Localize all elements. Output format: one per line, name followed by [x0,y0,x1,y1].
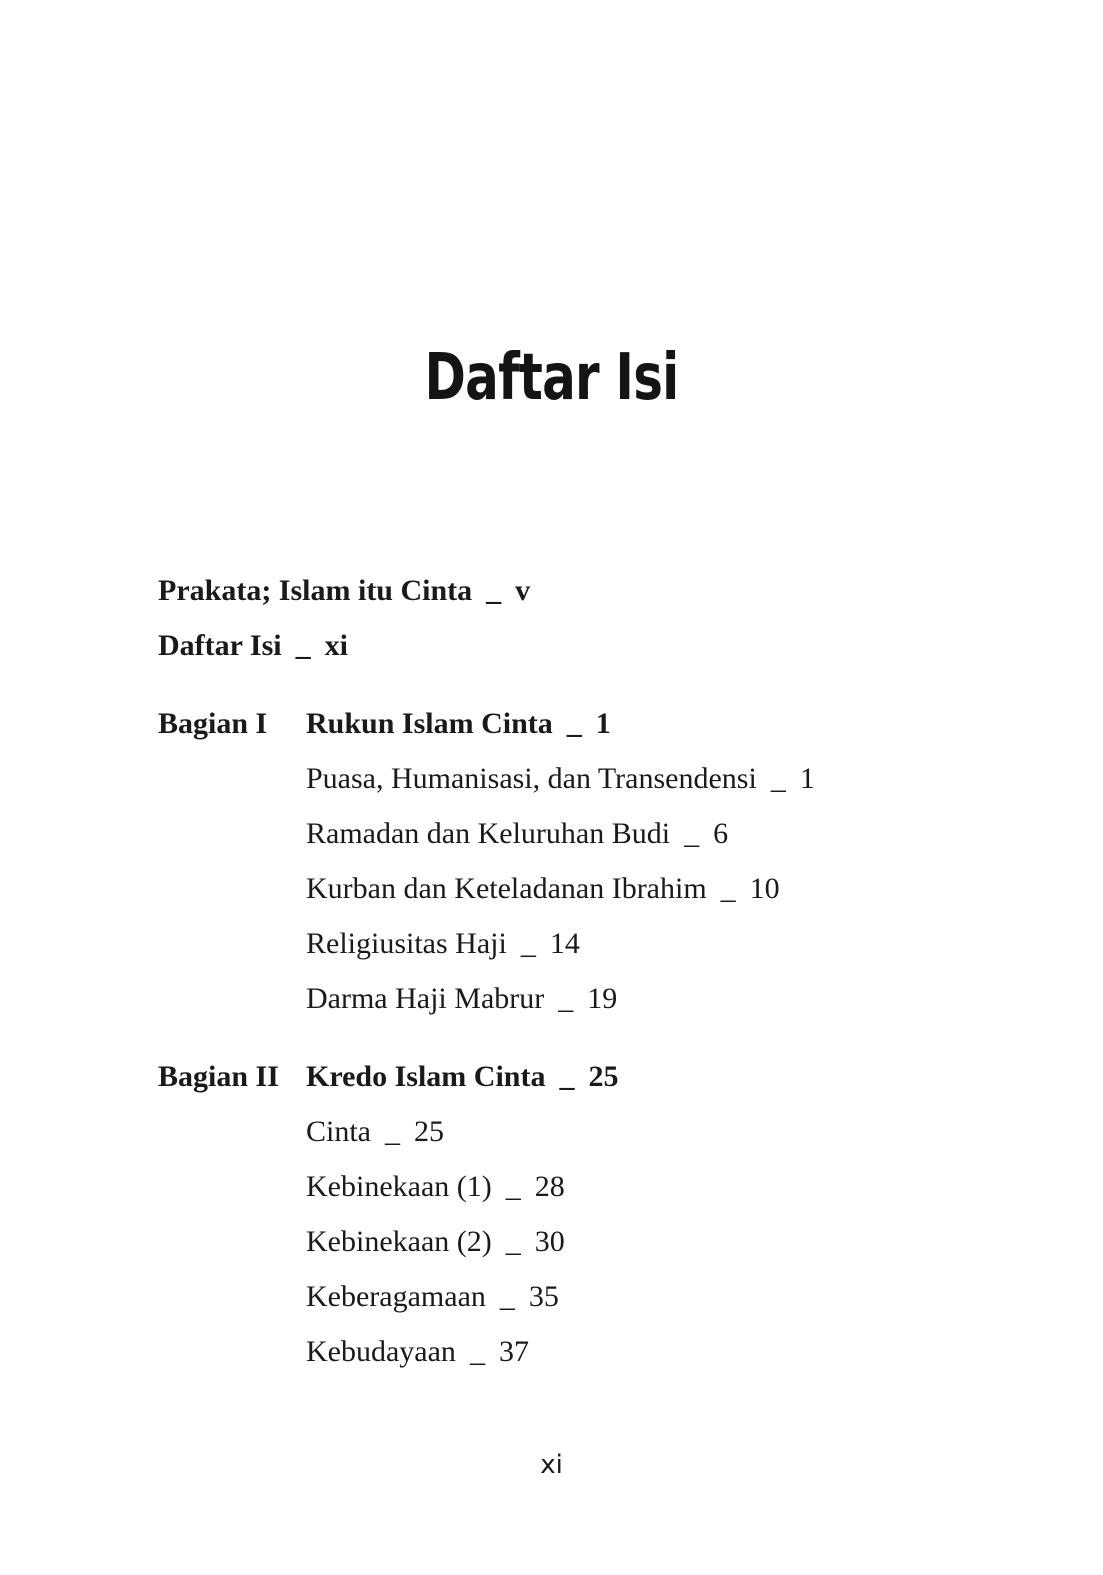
toc-entry[interactable] [306,1332,529,1372]
toc-entry[interactable] [306,759,815,799]
part-heading-rukun-islam-cinta[interactable] [306,704,611,744]
toc-separator: _ [559,1060,575,1093]
toc-entry-page: 14 [549,927,580,960]
toc-entry-label: Prakata; Islam itu Cinta [158,574,473,607]
toc-entry-label: Daftar Isi [158,629,282,662]
toc-separator: _ [499,1280,515,1313]
page-number: xi [540,1450,563,1480]
toc-entry-page: 25 [588,1060,619,1093]
toc-separator: _ [566,707,582,740]
toc-separator: _ [720,872,736,905]
toc-entry-page: 30 [534,1225,565,1258]
toc-entry[interactable] [306,924,580,964]
page-title: Daftar Isi [424,341,679,415]
toc-entry-label: Keberagamaan [306,1280,486,1313]
toc-entry-label: Ramadan dan Keluruhan Budi [306,817,671,850]
toc-separator: _ [505,1225,521,1258]
toc-entry[interactable] [306,1222,565,1262]
toc-separator: _ [558,982,574,1015]
toc-entry-page: 37 [498,1335,529,1368]
toc-separator: _ [486,574,502,607]
toc-entry-label: Puasa, Humanisasi, dan Transendensi [306,762,757,795]
toc-entry-page: 35 [528,1280,559,1313]
toc-entry-label: Rukun Islam Cinta [306,707,553,740]
toc-entry[interactable] [306,1112,444,1152]
toc-separator: _ [505,1170,521,1203]
toc-entry-label: Religiusitas Haji [306,927,507,960]
toc-separator: _ [770,762,786,795]
toc-entry-page: 6 [713,817,729,850]
toc-entry-prakata[interactable] [158,571,530,611]
toc-entry-page: 1 [595,707,611,740]
part-label-bagian-1: Bagian I [158,707,268,740]
toc-separator: _ [385,1115,400,1148]
toc-entry-page: 28 [534,1170,565,1203]
toc-entry[interactable] [306,814,728,854]
toc-entry-label: Kebinekaan (2) [306,1225,492,1258]
toc-separator: _ [469,1335,485,1368]
toc-entry-label: Cinta [306,1115,371,1148]
toc-entry[interactable] [306,869,780,909]
toc-entry-daftar-isi[interactable] [158,626,348,666]
toc-entry-label: Kurban dan Keteladanan Ibrahim [306,872,707,905]
toc-entry-label: Kredo Islam Cinta [306,1060,546,1093]
part-heading-kredo-islam-cinta[interactable] [306,1057,618,1097]
toc-entry-label: Kebudayaan [306,1335,456,1368]
toc-entry-page: 1 [799,762,815,795]
part-label-bagian-2: Bagian II [158,1060,279,1093]
toc-entry[interactable] [306,1277,559,1317]
toc-entry[interactable] [306,1167,565,1207]
toc-entry-page: 25 [414,1115,444,1148]
toc-entry[interactable] [306,979,617,1019]
toc-entry-page: 19 [587,982,618,1015]
toc-separator: _ [684,817,700,850]
toc-separator: _ [520,927,536,960]
toc-separator: _ [295,629,311,662]
toc-entry-page: v [515,574,531,607]
toc-entry-page: 10 [749,872,780,905]
toc-entry-label: Kebinekaan (1) [306,1170,492,1203]
toc-entry-label: Darma Haji Mabrur [306,982,545,1015]
toc-entry-page: xi [324,629,348,662]
